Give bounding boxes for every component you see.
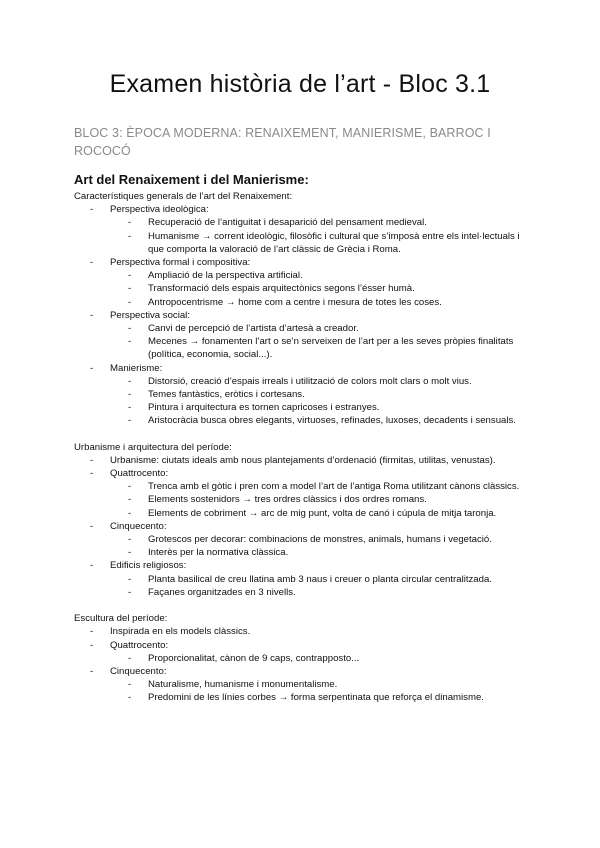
sub-list-item: - Predomini de les línies corbes → forma serpentinata que reforça el dinamisme. <box>74 691 524 704</box>
document-body <box>74 190 524 705</box>
sub-list-item: - Recuperació de l’antiguitat i desaparició del pensament medieval. <box>74 216 524 229</box>
sub-list-item: - Elements sostenidors → tres ordres clàssics i dos ordres romans. <box>74 493 524 506</box>
sub-list-item: - Elements de cobriment → arc de mig punt, volta de canó i cúpula de mitja taronja. <box>74 507 524 520</box>
characteristics-list <box>74 203 524 427</box>
sub-list-item: - Transformació dels espais arquitectònics segons l’ésser humà. <box>74 282 524 295</box>
sub-list-item: - Distorsió, creació d’espais irreals i utilització de colors molt clars o molt vius. <box>74 375 524 388</box>
sub-list-item: - Trenca amb el gòtic i pren com a model l’art de l’antiga Roma utilitzant cànons clàssics. <box>74 480 524 493</box>
section-heading: Art del Renaixement i del Manierisme: <box>74 172 309 187</box>
sub-list-item: - Ampliació de la perspectiva artificial. <box>74 269 524 282</box>
list-item: - Inspirada en els models clàssics. <box>74 625 524 638</box>
list-item: - Manierisme: <box>74 362 524 375</box>
list-item: - Edificis religiosos: <box>74 559 524 572</box>
sculpture-list <box>74 625 524 704</box>
document-title: Examen història de l’art - Bloc 3.1 <box>109 70 491 98</box>
section-intro-characteristics: Característiques generals de l’art del Renaixement: <box>74 191 293 202</box>
section-intro-architecture: Urbanisme i arquitectura del període: <box>74 441 232 453</box>
sub-list-item: - Temes fantàstics, eròtics i cortesans. <box>74 388 524 401</box>
spacer <box>74 599 524 612</box>
list-item: - Urbanisme: ciutats ideals amb nous plantejaments d’ordenació (firmitas, utilitas, venustas). <box>74 454 524 467</box>
section-intro-sculpture: Escultura del període: <box>74 613 168 625</box>
list-item: - Quattrocento: <box>74 639 524 652</box>
sub-list-item: - Façanes organitzades en 3 nivells. <box>74 586 524 599</box>
spacer <box>74 428 524 441</box>
list-item: - Perspectiva formal i compositiva: <box>74 256 524 269</box>
architecture-list <box>74 454 524 599</box>
sub-list-item: - Grotescos per decorar: combinacions de monstres, animals, humans i vegetació. <box>74 533 524 546</box>
sub-list-item: - Proporcionalitat, cànon de 9 caps, contrapposto... <box>74 652 524 665</box>
sub-list-item: - Aristocràcia busca obres elegants, virtuoses, refinades, luxoses, decadents i sensuals. <box>74 414 524 427</box>
list-item: - Cinquecento: <box>74 520 524 533</box>
sub-list-item: - Pintura i arquitectura es tornen capricoses i estranyes. <box>74 401 524 414</box>
list-item: - Perspectiva social: <box>74 309 524 322</box>
list-item: - Perspectiva ideològica: <box>74 203 524 216</box>
list-item: - Cinquecento: <box>74 665 524 678</box>
sub-list-item: - Mecenes → fonamenten l’art o se’n serveixen de l’art per a les seves pròpies finalitats (política, economia, social...). <box>74 335 524 361</box>
sub-list-item: - Interès per la normativa clàssica. <box>74 546 524 559</box>
sub-list-item: - Canvi de percepció de l’artista d’artesà a creador. <box>74 322 524 335</box>
sub-list-item: - Planta basilical de creu llatina amb 3 naus i creuer o planta circular centralitzada. <box>74 573 524 586</box>
list-item: - Quattrocento: <box>74 467 524 480</box>
document-subtitle: BLOC 3: ÈPOCA MODERNA: RENAIXEMENT, MANIERISME, BARROC I ROCOCÓ <box>74 126 491 158</box>
sub-list-item: - Humanisme → corrent ideològic, filosòfic i cultural que s’imposà entre els intel·lectuals i que comporta la valoració de l’art clàssic de Grècia i Roma. <box>74 230 524 256</box>
sub-list-item: - Antropocentrisme → home com a centre i mesura de totes les coses. <box>74 296 524 309</box>
sub-list-item: - Naturalisme, humanisme i monumentalisme. <box>74 678 524 691</box>
